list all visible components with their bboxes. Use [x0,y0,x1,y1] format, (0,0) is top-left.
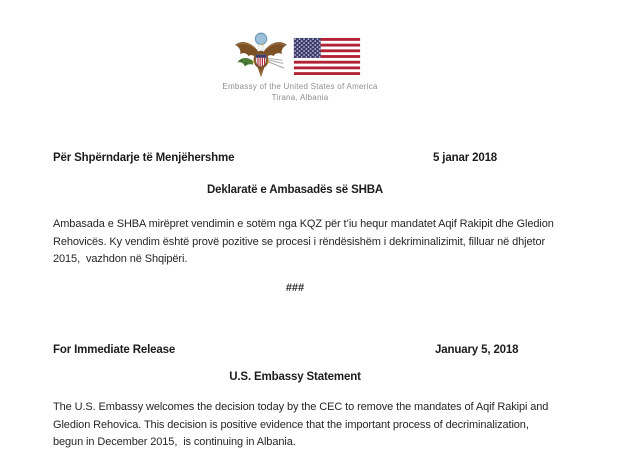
us-flag-icon [293,38,361,75]
albanian-body-line: 2015, vazhdon në Shqipëri. [53,253,188,266]
english-date: January 5, 2018 [435,344,519,356]
english-body-line: Gledion Rehovica. This decision is positive evidence that the important process of decriminalization, [53,418,529,431]
albanian-statement-title: Deklaratë e Ambasadës së SHBA [206,184,384,196]
english-body-paragraph [53,399,548,452]
albanian-date: 5 janar 2018 [433,152,498,164]
english-release-label: For Immediate Release [53,344,176,356]
embassy-location-caption: Tirana, Albania [271,93,329,102]
great-seal-icon [233,31,289,81]
albanian-body-line: Rehovicës. Ky vendim është provë pozitive se procesi i rëndësishëm i dekriminalizimit, filluar në dhjetor [53,235,546,248]
english-body-line: begun in December 2015, is continuing in Albania. [53,436,296,449]
albanian-body-paragraph [53,216,554,269]
english-body-line: The U.S. Embassy welcomes the decision today by the CEC to remove the mandates of Aqif Rakipi and [53,401,549,413]
section-separator: ### [285,282,305,294]
english-statement-title: U.S. Embassy Statement [229,371,361,383]
albanian-release-label: Për Shpërndarje të Menjëhershme [53,152,235,164]
albanian-body-line: Ambasada e SHBA mirëpret vendimin e sotëm nga KQZ për t’iu hequr mandatet Aqif Rakipit dhe Gledion [53,218,554,230]
embassy-name-caption: Embassy of the United States of America [222,82,378,91]
embassy-caption [60,81,540,103]
